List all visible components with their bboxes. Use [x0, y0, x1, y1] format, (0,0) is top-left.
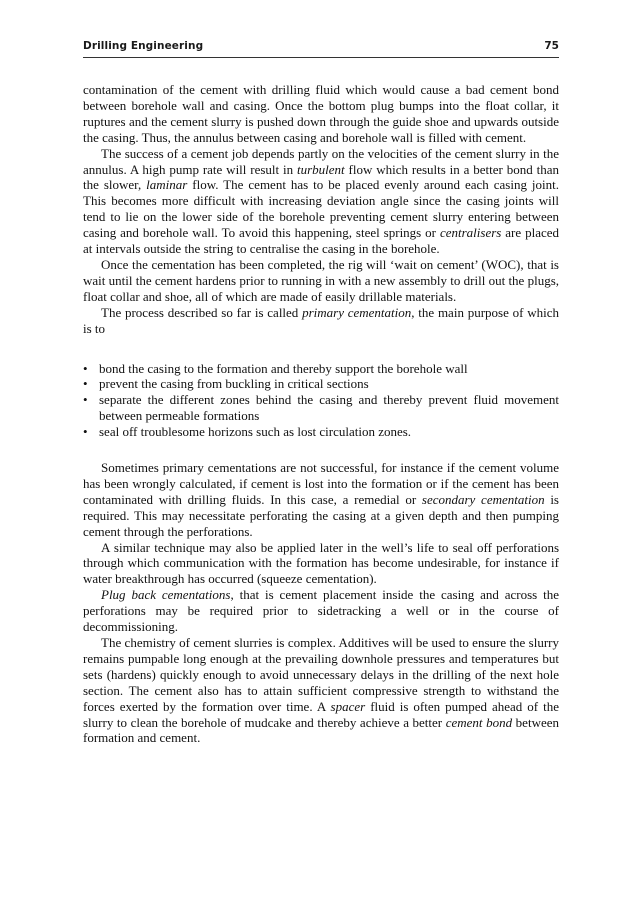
- term-plug-back-cementations: Plug back cementations: [101, 587, 231, 603]
- body-text: [83, 82, 559, 746]
- page-number: 75: [544, 40, 559, 52]
- paragraph-wait-on-cement: [83, 257, 559, 305]
- term-turbulent: turbulent: [297, 161, 345, 177]
- text-run: between formation and cement.: [83, 714, 559, 746]
- paragraph-continuation: [83, 82, 559, 146]
- paragraph-primary-cementation: [83, 305, 559, 337]
- header-rule: [83, 57, 559, 58]
- bullet-icon: •: [83, 376, 88, 392]
- bullet-icon: •: [83, 424, 88, 440]
- term-primary-cementation: primary cementation: [302, 304, 412, 320]
- text-run: flow which results in a better bond than the slower,: [83, 161, 559, 193]
- list-item-text: bond the casing to the formation and thereby support the borehole wall: [99, 360, 468, 376]
- list-item-text: prevent the casing from buckling in critical sections: [99, 376, 369, 392]
- bullet-icon: •: [83, 360, 88, 376]
- list-item-text: separate the different zones behind the casing and thereby prevent fluid movement between permeable formations: [99, 392, 559, 424]
- paragraph-squeeze-cementation: [83, 540, 559, 588]
- term-spacer: spacer: [330, 698, 366, 714]
- text-run: is required. This may necessitate perforating the casing at a given depth and then pumping cement through the perforations.: [83, 491, 559, 539]
- paragraph-cement-velocity: [83, 146, 559, 257]
- text-run: , the main purpose of which is to: [83, 304, 560, 336]
- text-run: are placed at intervals outside the string to centralise the casing in the borehole.: [83, 225, 560, 257]
- text-run: , that is cement placement inside the casing and across the perforations may be required prior to sidetracking a well or in the course of decommissioning.: [83, 587, 559, 635]
- list-item: [83, 361, 559, 377]
- term-cement-bond: cement bond: [445, 714, 513, 730]
- text-run: The success of a cement job depends partly on the velocities of the cement slurry in the annulus. A high pump rate will result in: [83, 145, 559, 177]
- text-run: Sometimes primary cementations are not successful, for instance if the cement volume has been wrongly calculated, if cement is lost into the formation or if the cement has been contaminated with drilling fluids. In this case, a remedial or: [83, 460, 559, 507]
- text-run: The process described so far is called: [101, 304, 303, 320]
- list-item: [83, 424, 559, 440]
- paragraph-text: contamination of the cement with drilling fluid which would cause a bad cement bond between borehole wall and casing. Once the bottom plug bumps into the float collar, it ruptures and the cement slurry is pushed down through the guide shoe and upwards outside the casing. Thus, the annulus between casing and borehole wall is filled with cement.: [83, 82, 559, 145]
- paragraph-text: Once the cementation has been completed, the rig will ‘wait on cement’ (WOC), that is wait until the cement hardens prior to running in with a new assembly to drill out the plugs, float collar and shoe, all of which are made of easily drillable materials.: [83, 256, 559, 304]
- text-run: flow. The cement has to be placed evenly around each casing joint. This becomes more difficult with increasing deviation angle since the casing joints will tend to lie on the lower side of the borehole preventing cement slurry entering between casing and borehole wall. To avoid this happening, steel springs or: [83, 177, 559, 241]
- term-secondary-cementation: secondary cementation: [421, 491, 545, 507]
- list-item-text: seal off troublesome horizons such as lost circulation zones.: [99, 424, 412, 440]
- purpose-bullet-list: [83, 361, 559, 441]
- list-item: [83, 376, 559, 392]
- bullet-icon: •: [83, 392, 88, 408]
- text-run: fluid is often pumped ahead of the slurry to clean the borehole of mudcake and thereby achieve a better: [83, 698, 560, 730]
- term-centralisers: centralisers: [439, 225, 502, 241]
- paragraph-secondary-cementation: [83, 460, 559, 540]
- paragraph-cement-chemistry: [83, 635, 559, 746]
- term-laminar: laminar: [146, 177, 188, 193]
- paragraph-text: A similar technique may also be applied later in the well’s life to seal off perforations through which communication with the formation has become undesirable, for instance if water breakthrough has occurred (squeeze cementation).: [83, 539, 559, 587]
- text-run: The chemistry of cement slurries is complex. Additives will be used to ensure the slurry remains pumpable long enough at the prevailing downhole pressures and temperatures but sets (hardens) quickly enough to avoid unnecessary delays in the drilling of the next hole section. The cement also has to attain sufficient compressive strength to withstand the forces exerted by the formation over time. A: [83, 635, 559, 714]
- list-item: [83, 392, 559, 424]
- running-header-title: Drilling Engineering: [83, 40, 204, 52]
- paragraph-plug-back: [83, 587, 559, 635]
